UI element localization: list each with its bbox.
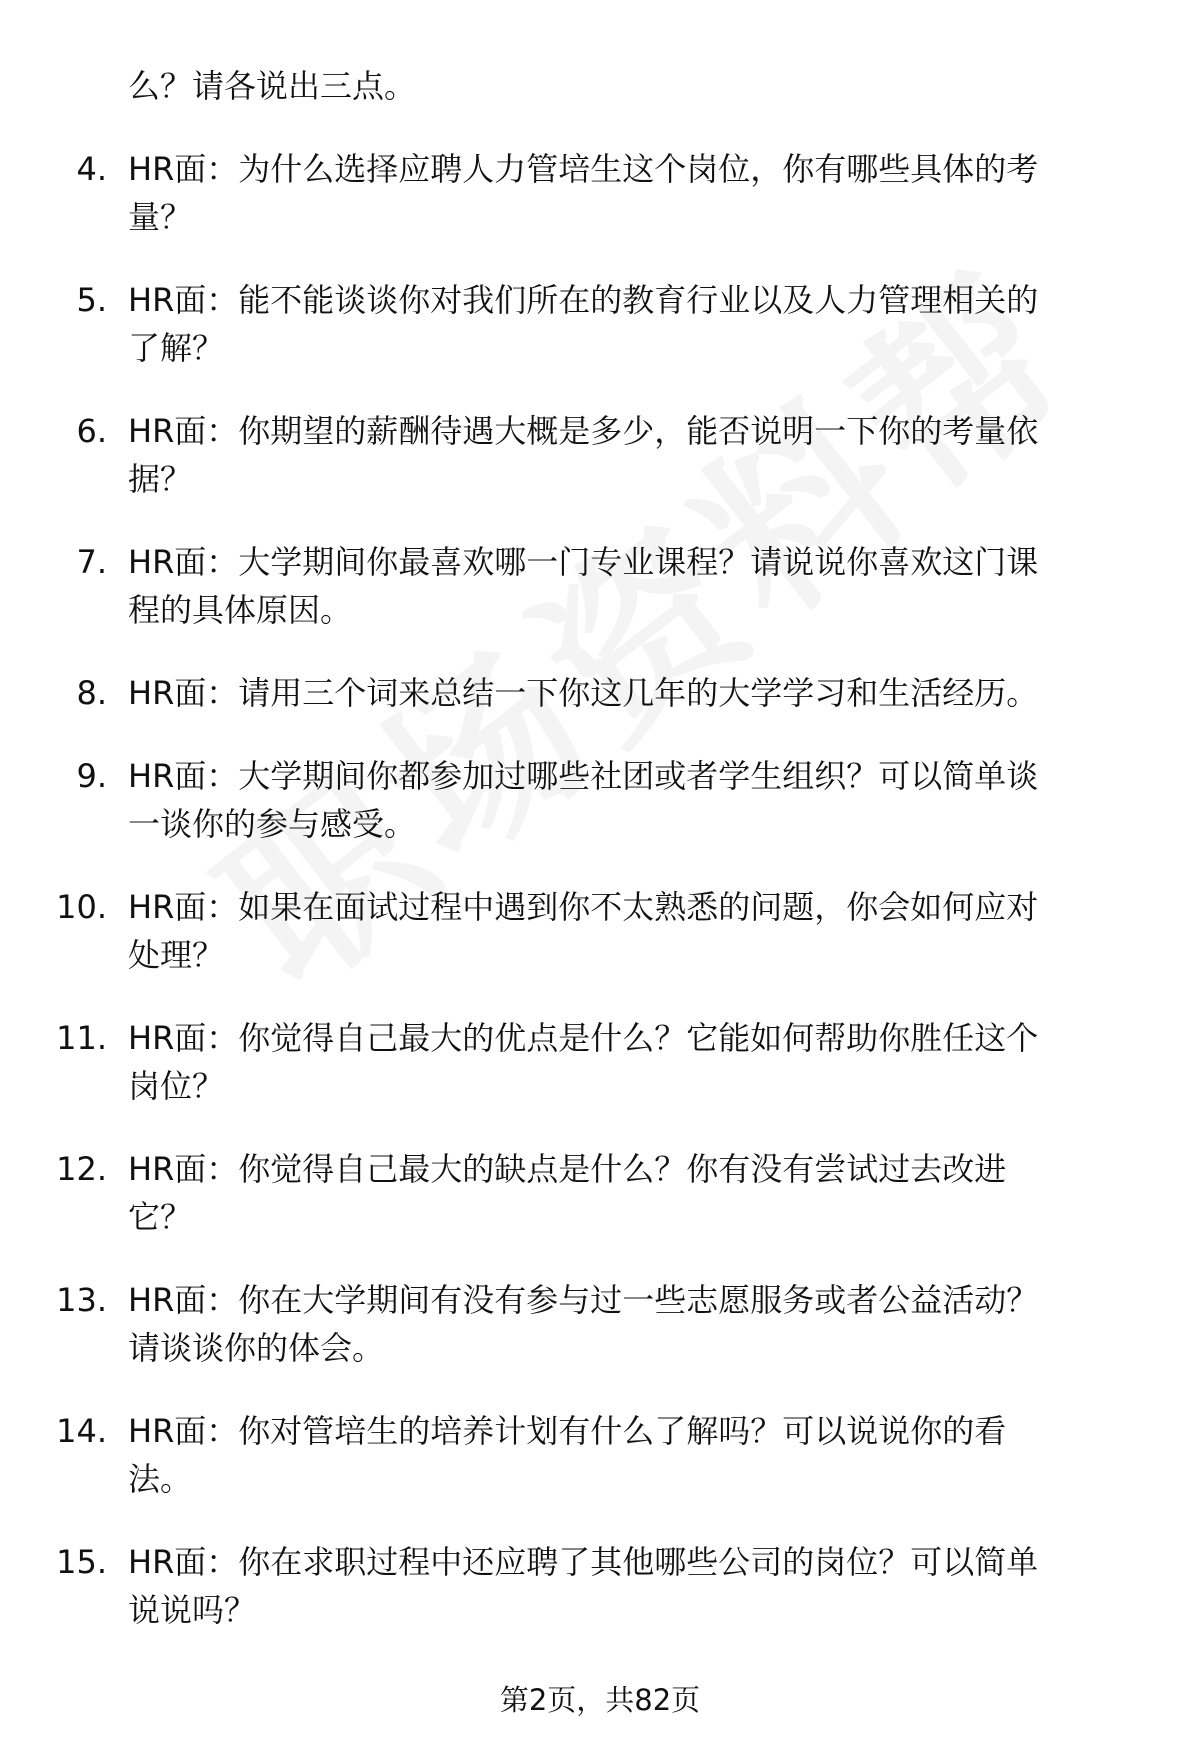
question-item xyxy=(0,883,1200,1014)
question-text: HR面：大学期间你都参加过哪些社团或者学生组织？可以简单谈 一谈你的参与感受。 xyxy=(128,757,1039,843)
question-number: 11. xyxy=(56,1019,107,1057)
question-text: HR面：你觉得自己最大的优点是什么？它能如何帮助你胜任这个 岗位？ xyxy=(128,1019,1039,1105)
question-number: 15. xyxy=(56,1543,107,1581)
question-item xyxy=(0,669,1200,752)
question-number: 6. xyxy=(76,412,107,450)
question-number: 8. xyxy=(76,674,107,712)
question-number: 10. xyxy=(56,888,107,926)
question-text: HR面：为什么选择应聘人力管培生这个岗位，你有哪些具体的考 量？ xyxy=(128,150,1039,236)
question-item xyxy=(0,276,1200,407)
question-number: 14. xyxy=(56,1412,107,1450)
question-item xyxy=(0,538,1200,669)
question-item xyxy=(0,1145,1200,1276)
question-text: HR面：如果在面试过程中遇到你不太熟悉的问题，你会如何应对 处理？ xyxy=(128,888,1039,974)
question-text: HR面：你在大学期间有没有参与过一些志愿服务或者公益活动？ 请谈谈你的体会。 xyxy=(128,1281,1039,1367)
question-text: HR面：你对管培生的培养计划有什么了解吗？可以说说你的看 法。 xyxy=(128,1412,1007,1498)
question-number: 12. xyxy=(56,1150,107,1188)
question-item xyxy=(0,1014,1200,1145)
question-number: 13. xyxy=(56,1281,107,1319)
question-number: 4. xyxy=(76,150,107,188)
question-number: 5. xyxy=(76,281,107,319)
question-text: HR面：你觉得自己最大的缺点是什么？你有没有尝试过去改进 它？ xyxy=(128,1150,1007,1236)
question-item xyxy=(0,145,1200,276)
question-text: HR面：能不能谈谈你对我们所在的教育行业以及人力管理相关的 了解？ xyxy=(128,281,1039,367)
question-list xyxy=(0,145,1200,1669)
question-item xyxy=(0,407,1200,538)
question-item xyxy=(0,1276,1200,1407)
page-footer: 第2页，共82页 xyxy=(499,1683,701,1717)
question-item xyxy=(0,1407,1200,1538)
question-text: HR面：你期望的薪酬待遇大概是多少，能否说明一下你的考量依 据？ xyxy=(128,412,1039,498)
question-item xyxy=(0,752,1200,883)
question-number: 7. xyxy=(76,543,107,581)
question-text: HR面：大学期间你最喜欢哪一门专业课程？请说说你喜欢这门课 程的具体原因。 xyxy=(128,543,1039,629)
continuation-text: 么？请各说出三点。 xyxy=(128,67,417,105)
question-text: HR面：请用三个词来总结一下你这几年的大学学习和生活经历。 xyxy=(128,674,1039,712)
question-text: HR面：你在求职过程中还应聘了其他哪些公司的岗位？可以简单 说说吗？ xyxy=(128,1543,1039,1629)
question-number: 9. xyxy=(76,757,107,795)
question-item xyxy=(0,1538,1200,1669)
